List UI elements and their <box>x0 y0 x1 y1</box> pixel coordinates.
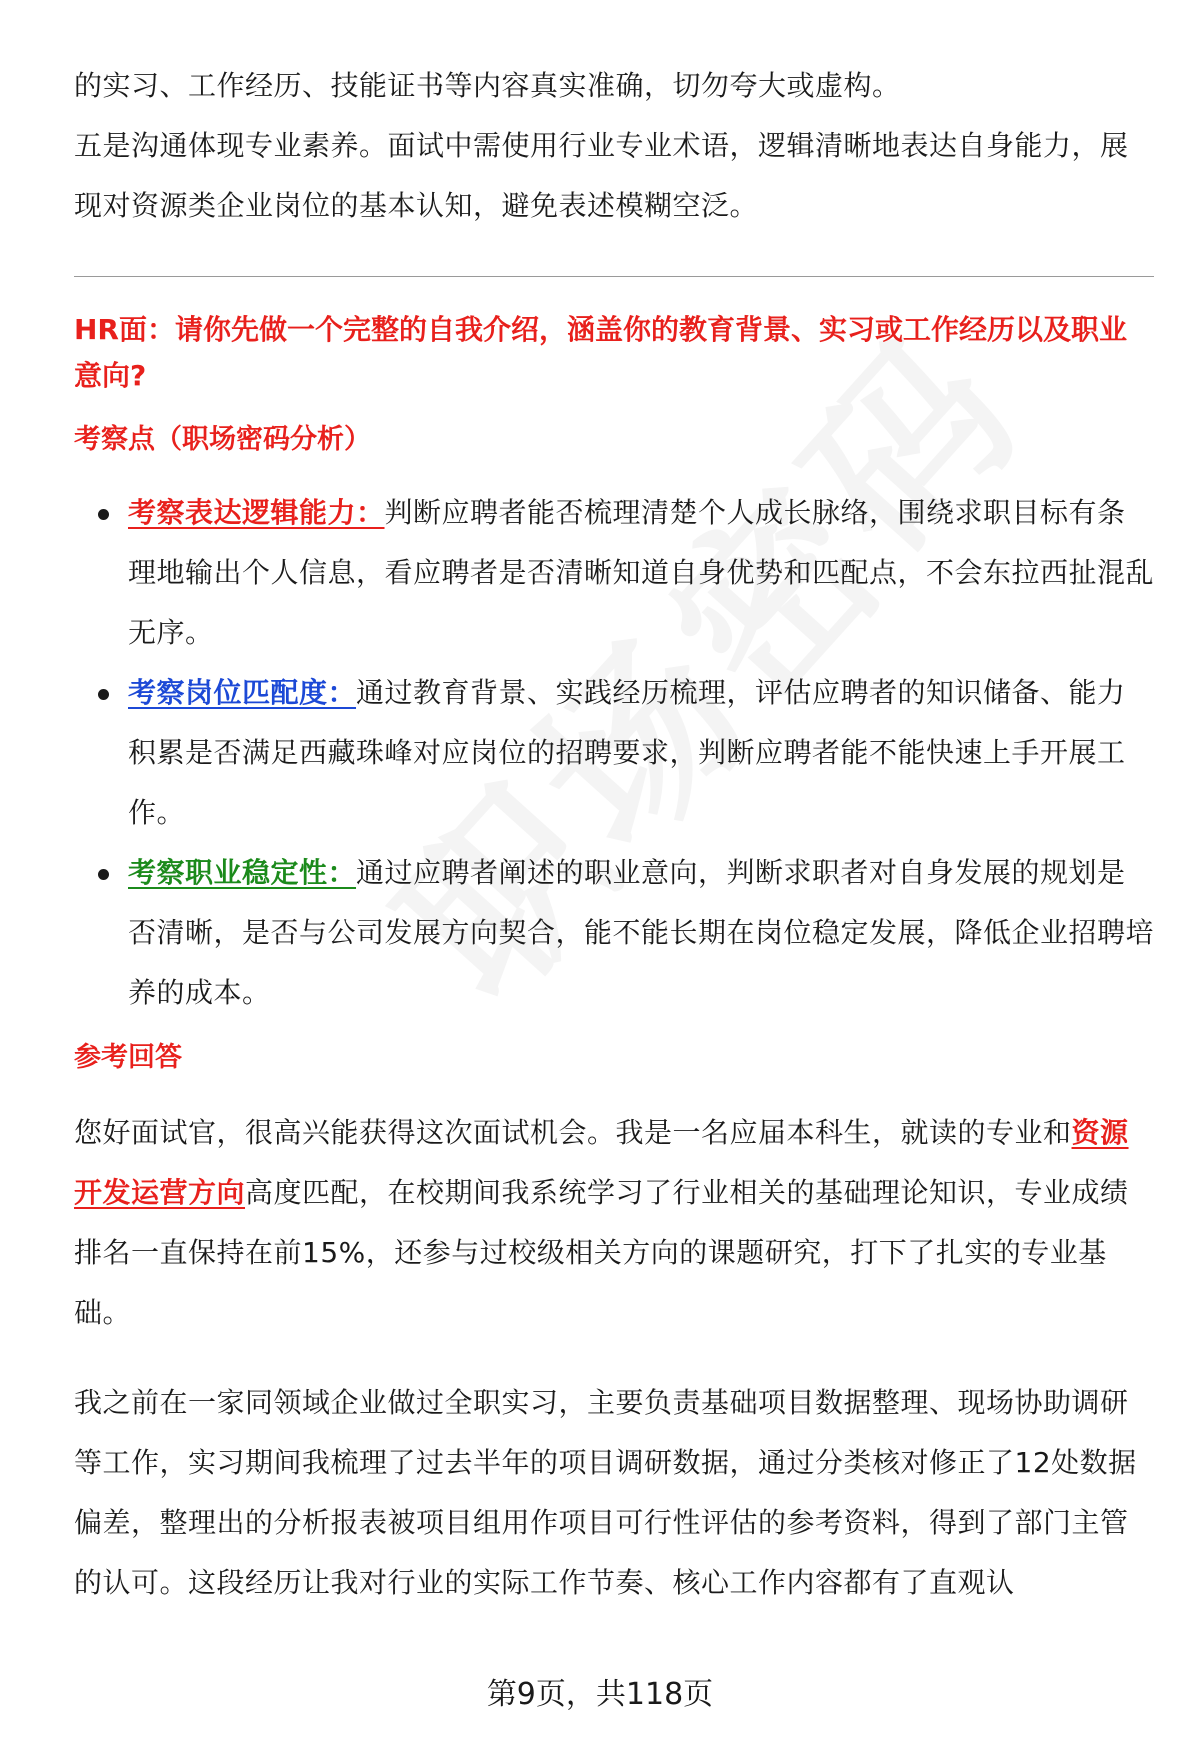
analysis-heading: 考察点（职场密码分析） <box>74 424 371 455</box>
analysis-list <box>74 483 1154 1023</box>
bullet-text: 通过教育背景、实践经历梳理，评估应聘者的知识储备、能力积累是否满足西藏珠峰对应岗位的招聘要求，判断应聘者能不能快速上手开展工作。 <box>128 676 1126 829</box>
bullet-dot-icon <box>98 509 109 520</box>
list-item <box>74 483 1154 663</box>
page-number: 第9页，共118页 <box>486 1677 714 1712</box>
list-item <box>74 663 1154 843</box>
bullet-dot-icon <box>98 689 109 700</box>
section-divider <box>74 276 1154 277</box>
page-content <box>74 56 1154 1613</box>
answer-heading: 参考回答 <box>74 1042 182 1073</box>
intro-paragraph-1: 的实习、工作经历、技能证书等内容真实准确，切勿夸大或虚构。 <box>74 69 901 102</box>
interview-question: HR面：请你先做一个完整的自我介绍，涵盖你的教育背景、实习或工作经历以及职业意向? <box>74 313 1127 392</box>
answer-highlight: 资源开发运营方向 <box>74 1116 1129 1209</box>
bullet-keyword: 考察岗位匹配度： <box>128 676 357 709</box>
answer-paragraph-2: 我之前在一家同领域企业做过全职实习，主要负责基础项目数据整理、现场协助调研等工作，实习期间我梳理了过去半年的项目调研数据，通过分类核对修正了12处数据偏差，整理出的分析报表被项目组用作项目可行性评估的参考资料，得到了部门主管的认可。这段经历让我对行业的实际工作节奏、核心工作内容都有了直观认 <box>74 1386 1137 1599</box>
intro-paragraph-2: 五是沟通体现专业素养。面试中需使用行业专业术语，逻辑清晰地表达自身能力，展现对资源类企业岗位的基本认知，避免表述模糊空泛。 <box>74 129 1129 222</box>
list-item <box>74 843 1154 1023</box>
answer-paragraph-1 <box>74 1103 1154 1343</box>
answer-text-before: 您好面试官，很高兴能获得这次面试机会。我是一名应届本科生，就读的专业和 <box>74 1116 1072 1149</box>
bullet-text: 通过应聘者阐述的职业意向，判断求职者对自身发展的规划是否清晰，是否与公司发展方向契合，能不能长期在岗位稳定发展，降低企业招聘培养的成本。 <box>128 856 1155 1009</box>
bullet-dot-icon <box>98 869 109 880</box>
bullet-keyword: 考察职业稳定性： <box>128 856 357 889</box>
bullet-text: 判断应聘者能否梳理清楚个人成长脉络，围绕求职目标有条理地输出个人信息，看应聘者是否清晰知道自身优势和匹配点，不会东拉西扯混乱无序。 <box>128 496 1155 649</box>
answer-text-after: 高度匹配，在校期间我系统学习了行业相关的基础理论知识，专业成绩排名一直保持在前15%，还参与过校级相关方向的课题研究，打下了扎实的专业基础。 <box>74 1176 1129 1329</box>
bullet-keyword: 考察表达逻辑能力： <box>128 496 385 529</box>
